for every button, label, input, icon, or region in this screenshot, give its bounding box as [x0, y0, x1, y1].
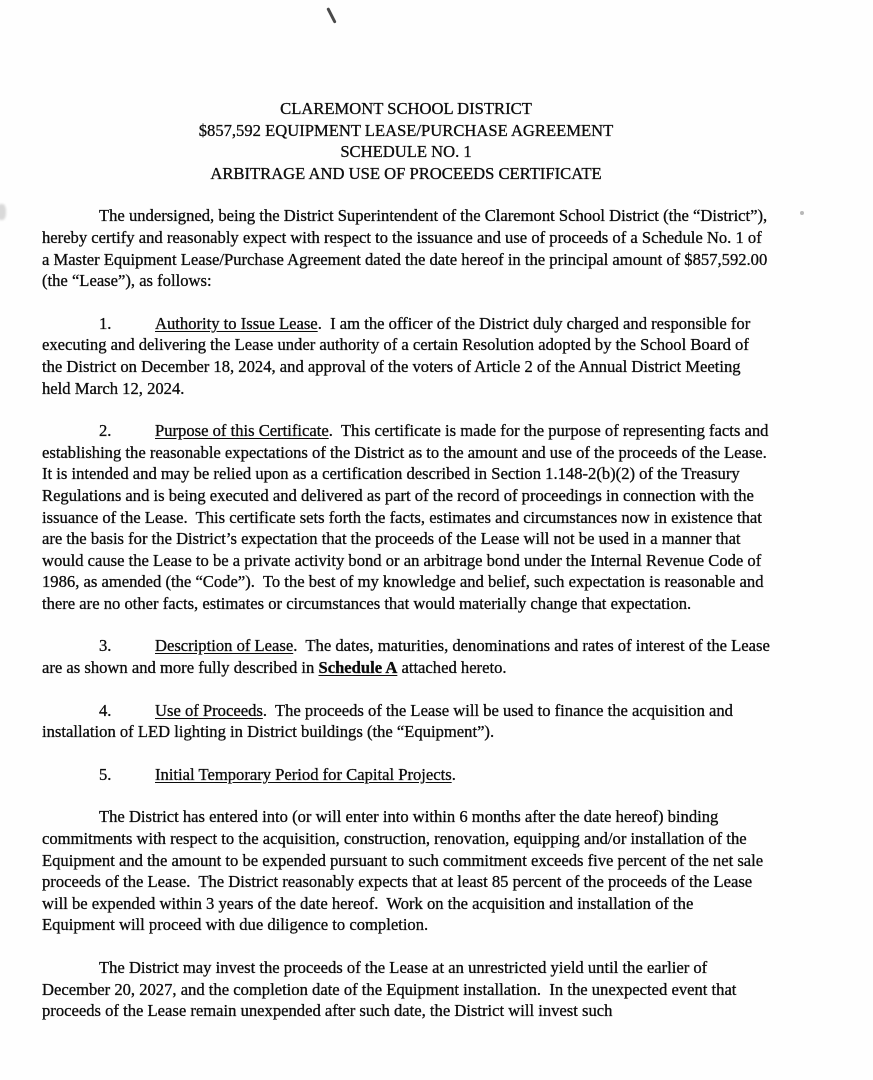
document-content — [42, 98, 776, 1043]
scan-smudge — [0, 204, 6, 220]
item-text: Initial Temporary Period for Capital Projects. — [155, 764, 456, 784]
item-3-description — [42, 635, 775, 678]
item-number: 4. — [99, 700, 112, 720]
item-text: Description of Lease. The dates, maturities, denominations and rates of interest of the Lease are as shown and more fully described in Schedule A attached hereto. — [42, 636, 775, 678]
pen-mark-artifact — [326, 7, 336, 23]
item-4-use-of-proceeds — [42, 700, 770, 743]
item-number: 1. — [99, 313, 112, 333]
title-line-district: CLAREMONT SCHOOL DISTRICT — [280, 99, 532, 118]
title-line-schedule: SCHEDULE NO. 1 — [340, 142, 472, 162]
item-5-temporary-period — [42, 764, 770, 786]
scan-speck — [800, 211, 804, 215]
title-line-certificate: ARBITRAGE AND USE OF PROCEEDS CERTIFICATE — [210, 163, 602, 183]
paragraph-investment-yield: The District may invest the proceeds of the Lease at an unrestricted yield until the earlier of December 20, 2027, and the completion date of the Equipment installation. In the unexpected event that proceeds of the Lease remain unexpended after such date, the District will invest such — [42, 958, 741, 1021]
item-text: Authority to Issue Lease. I am the officer of the District duly charged and responsible for executing and delivering the Lease under authority of a certain Resolution adopted by the School Board of the District on December 18, 2024, and approval of the voters of Article 2 of the Annual District Meeting held March 12, 2024. — [42, 313, 755, 398]
intro-paragraph: The undersigned, being the District Superintendent of the Claremont School District (the “District”), hereby certify and reasonably expect with respect to the issuance and use of proceeds of a Schedule No. 1 of a Master Equipment Lease/Purchase Agreement dated the date hereof in the principal amount of $857,592.00 (the “Lease”), as follows: — [42, 206, 772, 291]
item-text: Use of Proceeds. The proceeds of the Lease will be used to finance the acquisition and installation of LED lighting in District buildings (the “Equipment”). — [42, 700, 738, 742]
item-text: Purpose of this Certificate. This certificate is made for the purpose of representing facts and establishing the reasonable expectations of the District as to the amount and use of the proceeds of the Lease. It is intended and may be relied upon as a certification described in Section 1.148-2(b)(2) of the Treasury Regulations and is being executed and delivered as part of the record of proceedings in connection with the issuance of the Lease. This certificate sets forth the facts, estimates and circumstances now in existence that are the basis for the District’s expectation that the proceeds of the Lease will not be used in a manner that would cause the Lease to be a private activity bond or an arbitrage bond under the Internal Revenue Code of 1986, as amended (the “Code”). To the best of my knowledge and belief, such expectation is reasonable and there are no other facts, estimates or circumstances that would materially change that expectation. — [42, 421, 776, 613]
item-1-authority — [42, 313, 770, 399]
item-number: 5. — [99, 764, 112, 784]
paragraph-binding-commitments: The District has entered into (or will enter into within 6 months after the date hereof) binding commitments with respect to the acquisition, construction, renovation, equipping and/or installation of the Equipment and the amount to be expended pursuant to such commitment exceeds five percent of the net sale proceeds of the Lease. The District reasonably expects that at least 85 percent of the proceeds of the Lease will be expended within 3 years of the date hereof. Work on the acquisition and installation of the Equipment will proceed with due diligence to completion. — [42, 807, 768, 935]
item-number: 2. — [99, 421, 112, 441]
item-number: 3. — [99, 636, 112, 656]
title-line-agreement: $857,592 EQUIPMENT LEASE/PURCHASE AGREEMENT — [198, 120, 614, 140]
document-title — [42, 98, 770, 184]
item-2-purpose — [42, 420, 776, 614]
